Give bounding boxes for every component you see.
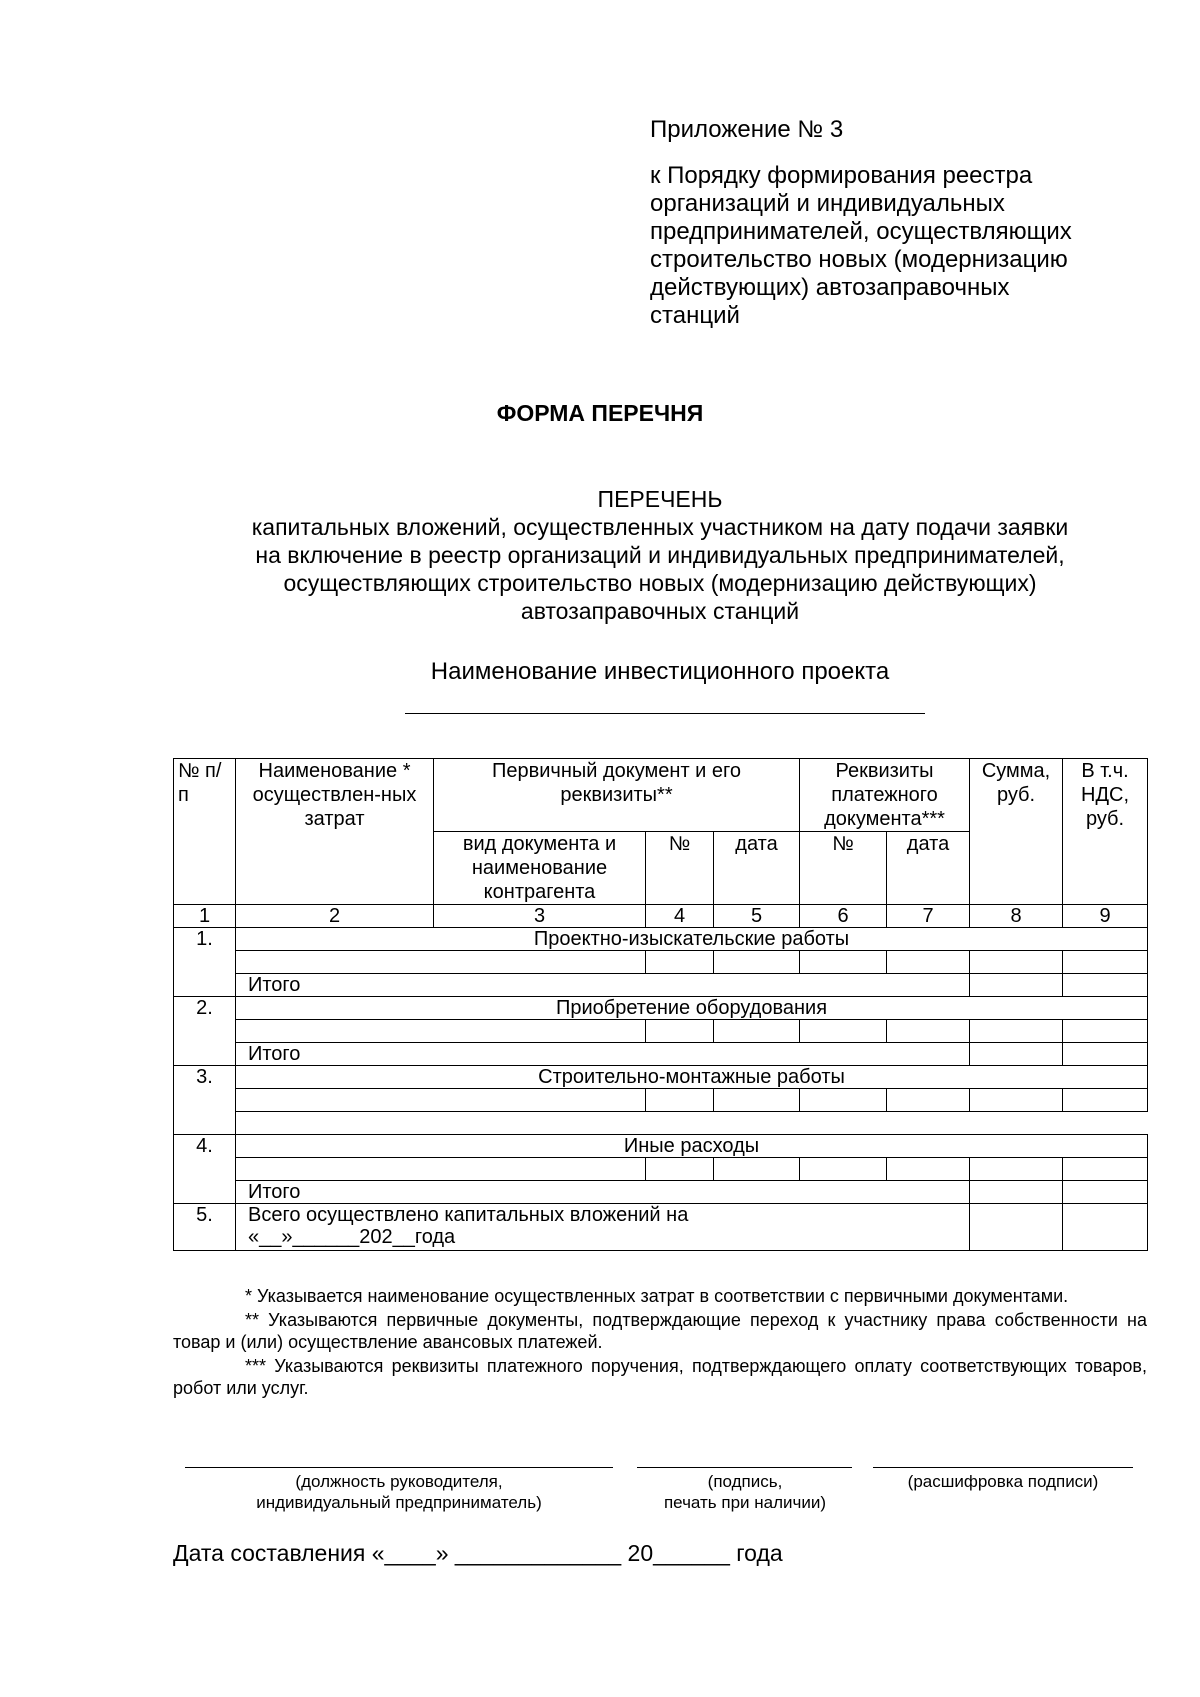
decode-caption: (расшифровка подписи): [907, 1472, 1099, 1491]
section-number: 4.: [174, 1135, 236, 1204]
total-date: «__»______202__года: [248, 1226, 456, 1248]
appendix-line: предпринимателей, осуществляющих: [650, 218, 1072, 245]
cell: [970, 951, 1063, 974]
itogo-label: Итого: [236, 1043, 970, 1066]
cell: [970, 1158, 1063, 1181]
table-row: [174, 1020, 1148, 1043]
section-number: 2.: [174, 997, 236, 1066]
project-name-blank: [405, 713, 925, 714]
header-name: Наименование * осуществлен-ных затрат: [236, 759, 434, 905]
footnote: *** Указываются реквизиты платежного поручения, подтверждающего оплату соответствующих товаров, робот или услуг.: [173, 1356, 1147, 1398]
col-number: 1: [174, 905, 236, 928]
cell: [800, 1089, 887, 1112]
col-number: 2: [236, 905, 434, 928]
capital-investments-table: [173, 758, 1148, 1251]
appendix-number: Приложение № 3: [650, 116, 844, 143]
cell: [236, 1158, 646, 1181]
cell: [714, 1158, 800, 1181]
compilation-date: Дата составления «____» _____________ 20______ года: [173, 1540, 783, 1566]
table-row: [174, 1158, 1148, 1181]
col-number: 6: [800, 905, 887, 928]
header-pay-date: дата: [887, 832, 970, 905]
project-label: Наименование инвестиционного проекта: [430, 658, 890, 685]
cell: [236, 1089, 646, 1112]
section-title: Строительно-монтажные работы: [236, 1066, 1148, 1089]
table-row: [174, 951, 1148, 974]
signature-caption-line: печать при наличии): [663, 1493, 827, 1512]
position-caption-line: (должность руководителя,: [295, 1472, 503, 1491]
position-caption-line: индивидуальный предприниматель): [256, 1493, 542, 1512]
list-line: автозаправочных станций: [520, 598, 800, 624]
col-number: 9: [1063, 905, 1148, 928]
footnotes: [173, 1285, 1147, 1401]
cell: [1063, 1020, 1148, 1043]
total-number: 5.: [174, 1204, 236, 1251]
appendix-line: к Порядку формирования реестра: [650, 162, 1033, 189]
cell: [1063, 1043, 1148, 1066]
cell: [800, 1158, 887, 1181]
section-number: 3.: [174, 1066, 236, 1135]
cell: [970, 1181, 1063, 1204]
cell: [970, 974, 1063, 997]
cell: [800, 951, 887, 974]
header-doc-no: №: [646, 832, 714, 905]
cell: [970, 1020, 1063, 1043]
cell: [1063, 974, 1148, 997]
cell: [714, 1020, 800, 1043]
header-sum: Сумма, руб.: [970, 759, 1063, 905]
decode-line: [873, 1467, 1133, 1468]
appendix-line: организаций и индивидуальных: [650, 190, 1005, 217]
signature-caption-line: (подпись,: [707, 1472, 783, 1491]
cell: [1063, 1181, 1148, 1204]
list-line: на включение в реестр организаций и индивидуальных предпринимателей,: [255, 542, 1065, 568]
cell: [646, 1089, 714, 1112]
list-line: осуществляющих строительство новых (модернизацию действующих): [283, 570, 1037, 596]
list-title: [160, 485, 1160, 625]
cell: [714, 1089, 800, 1112]
header-payment-doc: Реквизиты платежного документа***: [800, 759, 970, 832]
appendix-line: строительство новых (модернизацию: [650, 246, 1068, 273]
list-line: капитальных вложений, осуществленных участником на дату подачи заявки: [251, 514, 1069, 540]
section-title: Иные расходы: [236, 1135, 1148, 1158]
table-row: [174, 1089, 1148, 1112]
signature-caption: [630, 1471, 860, 1513]
itogo-label: Итого: [236, 974, 970, 997]
footnote: ** Указываются первичные документы, подтверждающие переход к участнику права собственности на товар и (или) осуществление авансовых платежей.: [173, 1310, 1147, 1352]
total-cell: [236, 1204, 970, 1251]
position-caption: [185, 1471, 613, 1513]
header-num: № п/п: [174, 759, 236, 905]
col-number: 3: [434, 905, 646, 928]
header-pay-no: №: [800, 832, 887, 905]
cell: [887, 1089, 970, 1112]
cell: [800, 1020, 887, 1043]
itogo-label: Итого: [236, 1181, 970, 1204]
cell: [236, 951, 646, 974]
cell: [714, 951, 800, 974]
header-primary-doc: Первичный документ и его реквизиты**: [434, 759, 800, 832]
col-number: 4: [646, 905, 714, 928]
appendix-line: действующих) автозаправочных: [650, 274, 1010, 301]
footnote: * Указывается наименование осуществленных затрат в соответствии с первичными документами.: [245, 1286, 1069, 1306]
cell: [236, 1020, 646, 1043]
section-title: Приобретение оборудования: [236, 997, 1148, 1020]
cell: [646, 951, 714, 974]
cell: [1063, 1089, 1148, 1112]
cell: [1063, 1158, 1148, 1181]
header-doc-date: дата: [714, 832, 800, 905]
cell: [1063, 1204, 1148, 1251]
section-title: Проектно-изыскательские работы: [236, 928, 1148, 951]
section-number: 1.: [174, 928, 236, 997]
cell: [970, 1043, 1063, 1066]
spacer-cell: [236, 1112, 1148, 1135]
cell: [646, 1020, 714, 1043]
total-label: Всего осуществлено капитальных вложений на: [248, 1204, 689, 1226]
cell: [970, 1204, 1063, 1251]
header-doc-type: вид документа и наименование контрагента: [434, 832, 646, 905]
position-line: [185, 1467, 613, 1468]
cell: [646, 1158, 714, 1181]
cell: [887, 951, 970, 974]
cell: [887, 1158, 970, 1181]
col-number: 7: [887, 905, 970, 928]
cell: [887, 1020, 970, 1043]
form-title: ФОРМА ПЕРЕЧНЯ: [496, 400, 704, 426]
table-row: [174, 1112, 1148, 1135]
header-vat: В т.ч. НДС, руб.: [1063, 759, 1148, 905]
list-heading: ПЕРЕЧЕНЬ: [597, 486, 723, 512]
appendix-line: станций: [650, 302, 740, 329]
signature-line: [637, 1467, 852, 1468]
col-number: 8: [970, 905, 1063, 928]
cell: [1063, 951, 1148, 974]
col-number: 5: [714, 905, 800, 928]
appendix-block: [650, 116, 1170, 330]
cell: [970, 1089, 1063, 1112]
